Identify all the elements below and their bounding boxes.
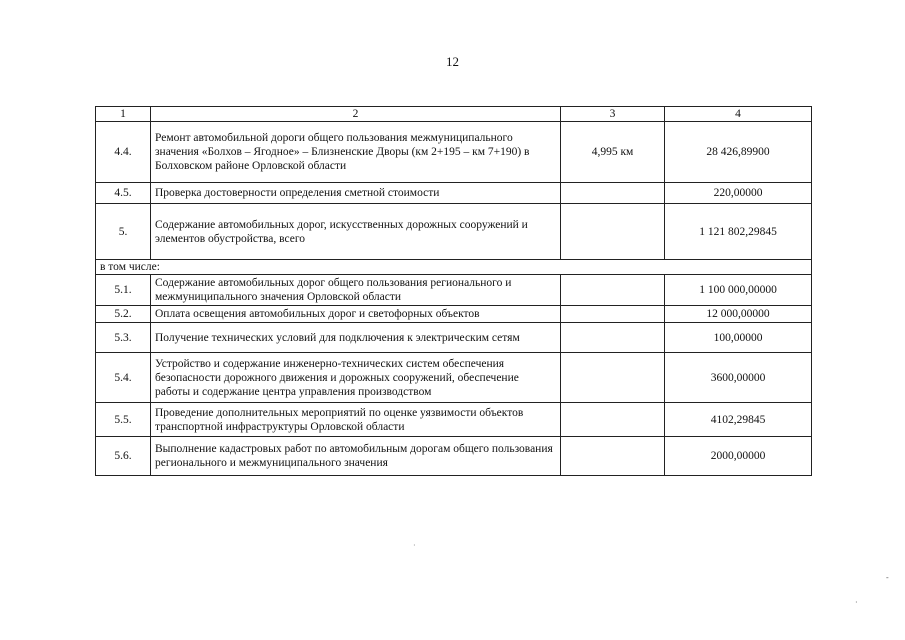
row-description: Выполнение кадастровых работ по автомобильным дорогам общего пользования регионального и межмуниципального значения bbox=[151, 437, 561, 476]
row-number: 4.5. bbox=[96, 183, 151, 204]
row-amount: 28 426,89900 bbox=[665, 122, 812, 183]
row-quantity bbox=[561, 275, 665, 306]
row-quantity bbox=[561, 306, 665, 323]
row-number: 5.3. bbox=[96, 323, 151, 353]
table-row bbox=[96, 306, 812, 323]
header-col-1: 1 bbox=[96, 107, 151, 122]
subtotal-label: в том числе: bbox=[96, 260, 812, 275]
row-description: Ремонт автомобильной дороги общего пользования межмуниципального значения «Болхов – Ягодное» – Близненские Дворы (км 2+195 – км 7+190) в Болховском районе Орловской области bbox=[151, 122, 561, 183]
scan-speck: · bbox=[413, 541, 416, 550]
row-amount: 12 000,00000 bbox=[665, 306, 812, 323]
row-number: 4.4. bbox=[96, 122, 151, 183]
budget-table bbox=[95, 106, 812, 476]
row-description: Получение технических условий для подключения к электрическим сетям bbox=[151, 323, 561, 353]
row-description: Устройство и содержание инженерно-технических систем обеспечения безопасности дорожного движения и дорожных сооружений, обеспечение работы и содержание центра управления производством bbox=[151, 353, 561, 403]
row-number: 5.5. bbox=[96, 403, 151, 437]
row-quantity bbox=[561, 204, 665, 260]
row-number: 5. bbox=[96, 204, 151, 260]
table-row bbox=[96, 323, 812, 353]
row-number: 5.4. bbox=[96, 353, 151, 403]
table-row bbox=[96, 122, 812, 183]
row-amount: 220,00000 bbox=[665, 183, 812, 204]
row-amount: 2000,00000 bbox=[665, 437, 812, 476]
row-quantity bbox=[561, 353, 665, 403]
header-col-3: 3 bbox=[561, 107, 665, 122]
page-number: 12 bbox=[446, 54, 459, 69]
row-amount: 100,00000 bbox=[665, 323, 812, 353]
row-quantity bbox=[561, 183, 665, 204]
row-amount: 1 121 802,29845 bbox=[665, 204, 812, 260]
row-description: Проведение дополнительных мероприятий по оценке уязвимости объектов транспортной инфраструктуры Орловской области bbox=[151, 403, 561, 437]
subtotal-label-row bbox=[96, 260, 812, 275]
table-row bbox=[96, 275, 812, 306]
table-row bbox=[96, 204, 812, 260]
row-description: Содержание автомобильных дорог, искусственных дорожных сооружений и элементов обустройства, всего bbox=[151, 204, 561, 260]
header-col-4: 4 bbox=[665, 107, 812, 122]
table-row bbox=[96, 183, 812, 204]
row-amount: 4102,29845 bbox=[665, 403, 812, 437]
row-description: Содержание автомобильных дорог общего пользования регионального и межмуниципального значения Орловской области bbox=[151, 275, 561, 306]
row-description: Проверка достоверности определения сметной стоимости bbox=[151, 183, 561, 204]
row-number: 5.1. bbox=[96, 275, 151, 306]
table-row bbox=[96, 403, 812, 437]
header-col-2: 2 bbox=[151, 107, 561, 122]
table-header-row bbox=[96, 107, 812, 122]
scan-speck: · bbox=[855, 598, 858, 607]
row-quantity bbox=[561, 437, 665, 476]
row-amount: 1 100 000,00000 bbox=[665, 275, 812, 306]
row-quantity bbox=[561, 323, 665, 353]
row-description: Оплата освещения автомобильных дорог и светофорных объектов bbox=[151, 306, 561, 323]
row-number: 5.2. bbox=[96, 306, 151, 323]
row-quantity: 4,995 км bbox=[561, 122, 665, 183]
row-amount: 3600,00000 bbox=[665, 353, 812, 403]
table-row bbox=[96, 437, 812, 476]
scan-speck: - bbox=[886, 573, 889, 582]
row-number: 5.6. bbox=[96, 437, 151, 476]
table-row bbox=[96, 353, 812, 403]
row-quantity bbox=[561, 403, 665, 437]
